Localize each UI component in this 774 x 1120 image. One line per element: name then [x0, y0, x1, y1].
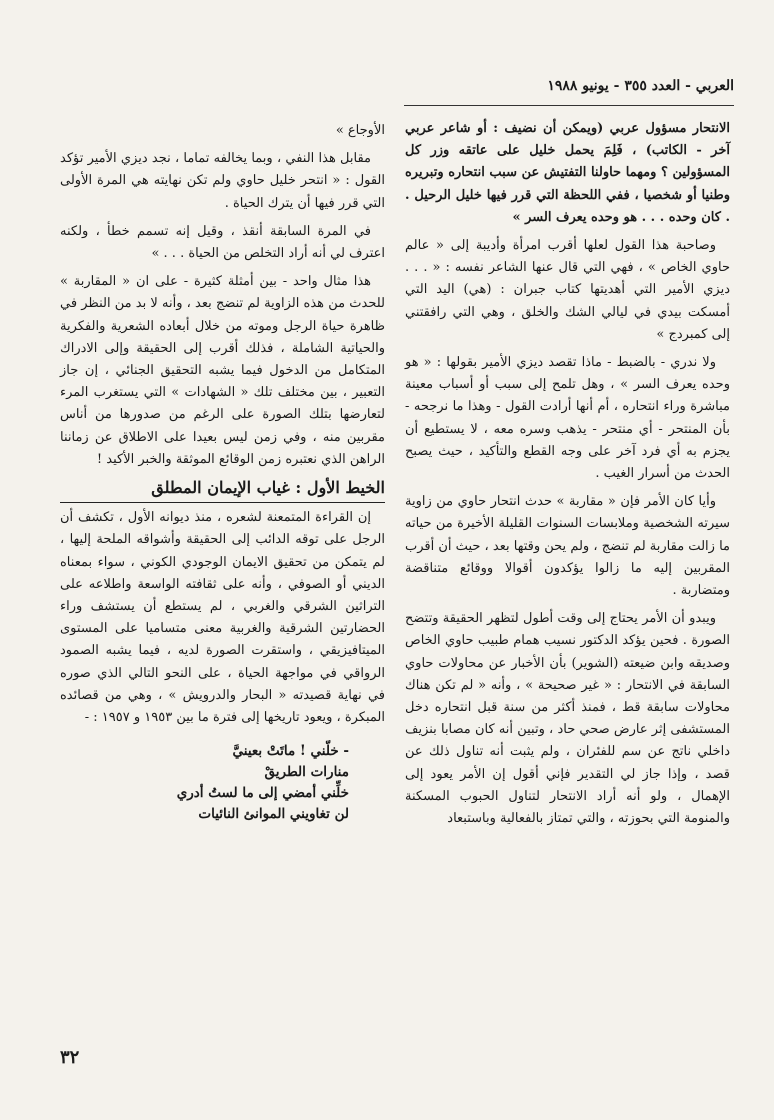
left-column — [60, 120, 385, 825]
paragraph: ويبدو أن الأمر يحتاج إلى وقت أطول لتظهر الحقيقة وتتضح الصورة . فحين يؤكد الدكتور نسيب همام طبيب حاوي الخاص وصديقه وابن ضيعته (الشوير) بأن الأخبار عن محاولات حاوي السابقة في الانتحار : « غير صحيحة » ، وأنه « لم تكن هناك محاولات سابقة قط ، فمنذ أكثر من سنة قبل انتحاره دخل المستشفى إثر عارض صحي حاد ، وتبين أنه كان مصابا بنزيف داخلي ناتج عن سم للفئران ، ولم يثبت أنه تناول ذلك عن قصد ، وإذا جاز لي التقدير فإني أقول إن الأمر يعود إلى الإهمال ، ولو أنه أراد الانتحار لتناول الحبوب المسكنة والمنومة التي بحوزته ، والتي تمتاز بالفعالية وباستبعاد — [405, 611, 730, 827]
paragraph: وأيا كان الأمر فإن « مقاربة » حدث انتحار حاوي من زاوية سيرته الشخصية وملابسات السنوات القليلة الأخيرة من حياته ما زالت مقاربة لم تنضج ، ولم يحن وقتها بعد ، حيث أن أقرب المقربين إليه ما زالوا يؤكدون أقوالا ووقائع متناقضة ومتضاربة . — [405, 494, 730, 599]
poem-line: خلِّني أمضي إلى ما لستُ أدري — [176, 785, 349, 802]
poem-line: منارات الطريقْ — [264, 764, 349, 781]
lead-paragraph: الانتحار مسؤول عربي (ويمكن أن نضيف : أو شاعر عربي آخر - الكاتب) ، فَلِمَ يحمل خليل على عاتقه وزر كل المسؤولين ؟ ومهما حاولنا التفتيش عن سبب انتحاره وتبريره وطنيا أو شخصيا ، ففي اللحظة التي قرر فيها خليل الرحيل . . كان وحده . . . هو وحده يعرف السر » — [405, 121, 730, 225]
paragraph: ولا ندري - بالضبط - ماذا تقصد ديزي الأمير بقولها : « هو وحده يعرف السر » ، وهل تلمح إلى سبب أو أسباب معينة مباشرة وراء انتحاره ، أم أنها أرادت القول - وهذا ما نرجحه - بأن المنتحر - أي منتحر - يذهب وسره معه ، لا يستطيع أن يجزم به أي فرد آخر على وجه القطع والتأكيد ، حيث يصبح الحدث من أسرار الغيب . — [405, 355, 730, 482]
paragraph: في المرة السابقة أنقذ ، وقيل إنه تسمم خطأ ، ولكنه اعترف لي أنه أراد التخلص من الحياة . . . » — [60, 223, 385, 262]
paragraph: مقابل هذا النفي ، وبما يخالفه تماما ، نجد ديزي الأمير تؤكد القول : « انتحر خليل حاوي ولم تكن نهايته هي المرة الأولى التي قرر فيها أن يترك الحياة . — [60, 151, 385, 211]
poem-line: - خلّني ! ماتَتْ بعينيَّ — [232, 743, 349, 760]
poem-line: لن تغاويني الموانئ النائيات — [198, 806, 349, 823]
right-column — [405, 118, 730, 836]
paragraph: هذا مثال واحد - بين أمثلة كثيرة - على ان « المقاربة » للحدث من هذه الزاوية لم تنضج بعد ، وأنه لا بد من النظر في ظاهرة حياة الرجل وموته من خلال أبعاده الشعرية والفكرية والحياتية الشاملة ، فذلك أقرب إلى الحقيقة وإلى الادراك المتكامل من الدخول فيما يشبه التحقيق الجنائي ، إن جاز التعبير ، بين مختلف تلك « الشهادات » التي يستغرب المرء لتعارضها بتلك الصورة على الرغم من صدورها من أناس مقربين منه ، وفي زمن ليس بعيدا على الاطلاق عن زماننا الراهن الذي نعتبره زمن الوقائع الموثقة والخبر الأكيد ! — [60, 274, 385, 467]
poem-excerpt — [60, 741, 385, 825]
paragraph: وصاحبة هذا القول لعلها أقرب امرأة وأديبة إلى « عالم حاوي الخاص » ، فهي التي قال عنها الشاعر نفسه : « . . . ديزي الأمير التي أهديتها كتاب جبران : (هي) اليد التي أمسكت بيدي في ليالي الشك والخلق ، وهي التي رافقتني إلى كمبردج » — [405, 238, 730, 342]
section-heading: الخيط الأول : غياب الإيمان المطلق — [60, 477, 385, 503]
running-header: العربي - العدد ٣٥٥ - يونيو ١٩٨٨ — [547, 78, 734, 94]
page-number: ٣٢ — [60, 1047, 80, 1068]
paragraph: الأوجاع » — [335, 123, 385, 138]
paragraph: إن القراءة المتمعنة لشعره ، منذ ديوانه الأول ، تكشف أن الرجل على توقه الدائب إلى الحقيقة وأشواقه الملحة إليها ، لم يتمكن من تحقيق الايمان الوجودي الكوني ، سواء بمعناه الديني أو الصوفي ، وأنه على ثقافته الواسعة واطلاعه على التراثين الشرقي والغربي ، لم يستطع أن يستشف وراء الحضارتين الشرقية والغربية معنى متساميا على المستوى الميتافيزيقي ، واستقرت الصورة لديه ، فيما يشبه الصمود الرواقي في مواجهة الحياة ، على النحو التالي الذي صوره في نهاية قصيدته « البحار والدرويش » ، وهي من قصائده المبكرة ، ويعود تاريخها إلى فترة ما بين ١٩٥٣ و ١٩٥٧ : - — [60, 510, 385, 726]
header-divider — [404, 105, 734, 106]
